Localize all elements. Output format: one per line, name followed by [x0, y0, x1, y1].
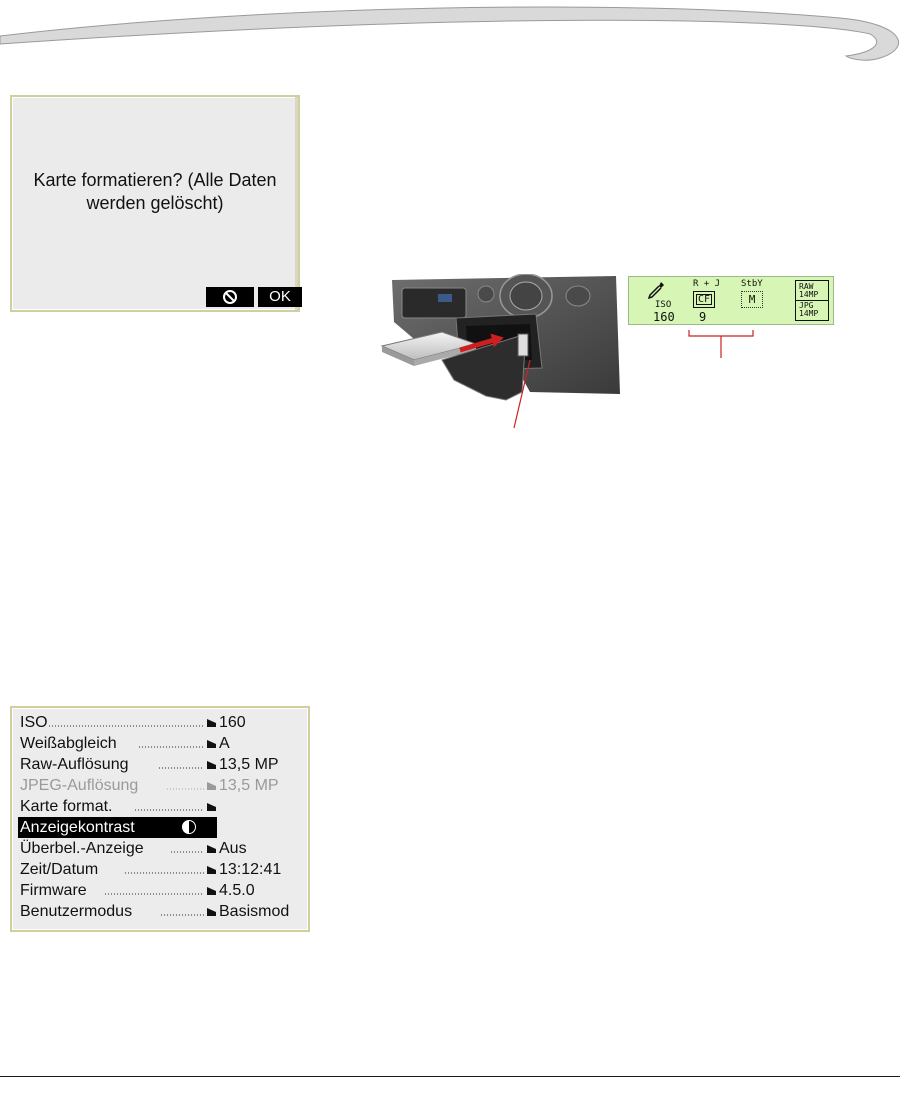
menu-item-value: A: [219, 735, 230, 752]
menu-arrow-icon: [207, 719, 216, 727]
format-indicator: [795, 280, 829, 321]
menu-item-time-date[interactable]: [20, 859, 306, 880]
raw-resolution: 14MP: [799, 290, 819, 299]
contrast-icon: [182, 820, 196, 834]
menu-item-white-balance[interactable]: [20, 733, 306, 754]
menu-item-format-card[interactable]: [20, 796, 306, 817]
menu-item-label: Benutzermodus: [20, 903, 133, 920]
iso-value: 160: [653, 310, 675, 324]
menu-item-value: 13,5 MP: [219, 777, 279, 794]
jpg-resolution: 14MP: [799, 309, 819, 318]
card-eject-callout: [510, 360, 534, 430]
menu-item-raw-resolution[interactable]: [20, 754, 306, 775]
menu-item-display-contrast[interactable]: [18, 817, 217, 838]
dialog-message-line1: Karte formatieren? (Alle Daten: [33, 170, 277, 190]
menu-item-label: Zeit/Datum: [20, 861, 99, 878]
menu-item-value: Aus: [219, 840, 247, 857]
menu-arrow-icon: [207, 761, 216, 769]
footer-rule: [0, 1076, 900, 1077]
menu-arrow-icon: [207, 740, 216, 748]
dialog-message-line2: werden gelöscht): [86, 193, 224, 213]
menu-item-value: Basismod: [219, 903, 290, 920]
menu-item-overexposure-display[interactable]: [20, 838, 306, 859]
menu-arrow-icon: [207, 908, 216, 916]
dialog-message: [12, 169, 298, 215]
status-lcd-panel: [628, 276, 834, 325]
menu-item-label: Weißabgleich: [20, 735, 117, 752]
microdrive-indicator: M: [741, 291, 763, 308]
menu-item-label: Karte format.: [20, 798, 113, 815]
cancel-icon: [222, 289, 238, 305]
raw-label: RAW: [799, 282, 814, 291]
cf-card-indicator: CF: [693, 291, 715, 308]
menu-arrow-icon: [207, 845, 216, 853]
menu-item-label: Raw-Auflösung: [20, 756, 129, 773]
menu-item-value: 13,5 MP: [219, 756, 279, 773]
header-swoosh: [0, 0, 900, 80]
menu-arrow-icon: [207, 866, 216, 874]
menu-item-value: 160: [219, 714, 246, 731]
menu-item-label: Firmware: [20, 882, 87, 899]
menu-item-firmware[interactable]: [20, 880, 306, 901]
menu-item-label: JPEG-Auflösung: [20, 777, 139, 794]
settings-menu: [10, 706, 310, 932]
cancel-button[interactable]: [206, 287, 254, 307]
standby-label: StbY: [741, 279, 763, 289]
eyedropper-icon: [647, 280, 665, 300]
card-indicators-callout: [687, 330, 755, 358]
mode-label: R + J: [693, 279, 721, 289]
menu-item-label: Anzeigekontrast: [20, 819, 135, 836]
menu-item-label: Überbel.-Anzeige: [20, 840, 144, 857]
menu-arrow-icon: [207, 782, 216, 790]
menu-arrow-icon: [207, 803, 216, 811]
menu-item-iso[interactable]: [20, 712, 306, 733]
camera-card-slot-illustration: [380, 274, 620, 416]
menu-item-label: ISO: [20, 714, 48, 731]
format-card-dialog: [10, 95, 300, 312]
menu-item-jpeg-resolution: [20, 775, 306, 796]
ok-button[interactable]: OK: [258, 287, 302, 307]
iso-label: ISO: [655, 300, 672, 310]
menu-item-value: 13:12:41: [219, 861, 282, 878]
menu-arrow-icon: [207, 887, 216, 895]
shots-remaining: 9: [699, 310, 707, 324]
jpg-label: JPG: [799, 301, 814, 310]
menu-item-user-mode[interactable]: [20, 901, 306, 922]
menu-item-value: 4.5.0: [219, 882, 255, 899]
